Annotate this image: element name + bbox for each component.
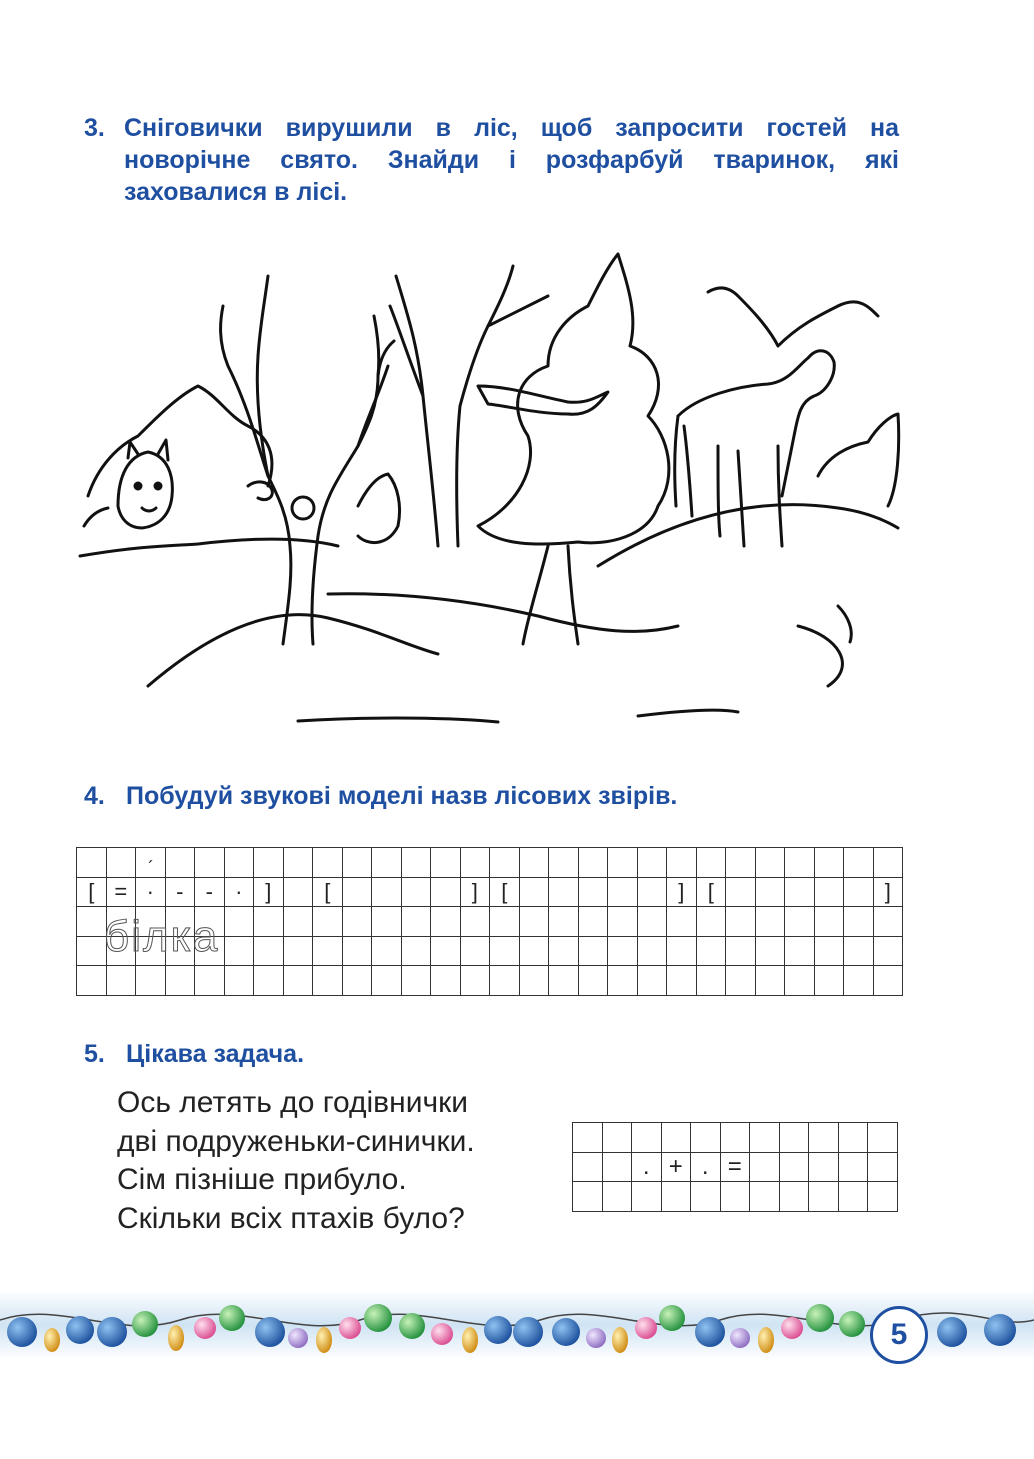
bracket-close: ] [460,877,490,907]
model-symbol: · [136,877,166,907]
task-instruction: Побудуй звукові моделі назв лісових звірів. [126,782,678,810]
poem-line: Скільки всіх птахів було? [117,1201,465,1235]
operand-placeholder: . [691,1152,721,1182]
grid-row [77,966,903,996]
model-symbol: · [224,877,254,907]
stress-mark: ´ [148,858,154,878]
operand-placeholder: . [632,1152,662,1182]
bracket-close: ] [254,877,284,907]
grid-row [573,1182,898,1212]
poem-line: дві подруженьки-синички. [117,1124,475,1158]
bracket-close: ] [667,877,697,907]
grid-row [77,848,903,878]
riddle-poem [117,1084,475,1238]
grid-row-equation [573,1152,898,1182]
bracket-open: [ [313,877,343,907]
bird [478,386,608,414]
plus-sign: + [661,1152,691,1182]
task-number: 3. [84,114,105,142]
bracket-open: [ [696,877,726,907]
grid-row [573,1123,898,1153]
page-number: 5 [870,1306,928,1364]
task-instruction: Сніговички вирушили в ліс, щоб запросити гостей на новорічне свято. Знайди і розфарбуй тваринок, які заховалися в лісі. [124,114,899,206]
task-title: Цікава задача. [126,1040,305,1068]
forest-coloring-illustration [78,246,904,756]
bracket-open: [ [77,877,107,907]
spruce-tree [478,254,669,544]
model-symbol: - [165,877,195,907]
model-symbol: - [195,877,225,907]
task-number: 4. [84,782,105,810]
tree-trunk [221,306,291,644]
answer-grid[interactable] [572,1122,898,1212]
moose [675,288,878,546]
bracket-close: ] [873,877,903,907]
task-number: 5. [84,1040,105,1068]
model-symbol: = [106,877,136,907]
wolf [118,440,172,528]
grid-row-models [77,877,903,907]
example-word-tracing: білка [104,912,220,961]
bracket-open: [ [490,877,520,907]
poem-line: Ось летять до годівнички [117,1086,468,1119]
poem-line: Сім пізніше прибуло. [117,1163,407,1196]
equals-sign: = [720,1152,750,1182]
